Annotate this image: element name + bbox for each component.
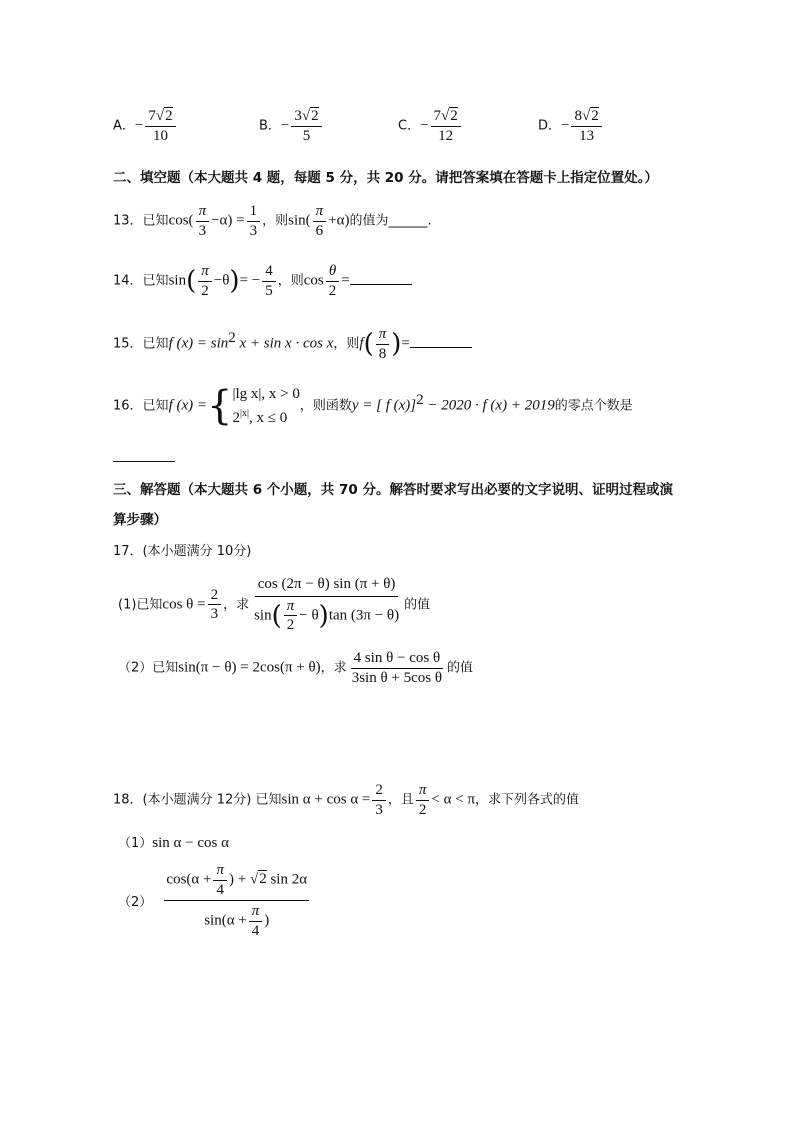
option-d: D．− $\frac{8√2}{13}$ bbox=[538, 108, 604, 144]
option-d-fraction: $\frac{8√2}{13}$ bbox=[571, 108, 601, 144]
q18-2-fraction: cos(α + $\frac{\pi}{4}$ ) + √2 sin 2α sin(α + $\frac{\pi}{4}$ ) bbox=[166, 862, 308, 939]
q14-answer-blank bbox=[350, 284, 412, 285]
question-17-part-2: （2）已知sin(π − θ) = 2cos(π + θ)，求 $\frac{\text{4 sin θ − cos θ}}{\text{3sin θ + 5cos θ}}$ 的值 bbox=[118, 650, 474, 686]
option-c: C．− $\frac{7√2}{12}$ bbox=[398, 108, 463, 144]
q17-1-main-fraction: cos (2π − θ) sin (π + θ) sin( $\frac{\pi}{2}$ − θ)tan (3π − θ) bbox=[254, 576, 400, 633]
q17-2-fraction: $\frac{\text{4 sin θ − cos θ}}{\text{3sin θ + 5cos θ}}$ bbox=[351, 650, 443, 686]
q15-answer-blank bbox=[410, 347, 472, 348]
q16-answer-blank bbox=[113, 447, 175, 462]
question-13: 13．已知cos( $\frac{\pi}{3}$ −α) = $\frac{1}{3}$ ，则sin( $\frac{\pi}{6}$ +α)的值为______. bbox=[113, 203, 432, 239]
question-17-title: 17．(本小题满分 10分) bbox=[113, 544, 252, 559]
option-c-fraction: $\frac{7√2}{12}$ bbox=[431, 108, 461, 144]
option-b-fraction: $\frac{3√2}{5}$ bbox=[291, 108, 321, 144]
option-b: B．− $\frac{3√2}{5}$ bbox=[259, 108, 324, 144]
option-a: A．− $\frac{7√2}{10}$ bbox=[113, 108, 178, 144]
question-18-part-1: （1）sin α − cos α bbox=[118, 835, 229, 851]
question-14: 14．已知sin( $\frac{\pi}{2}$ −θ)= − $\frac{4}{5}$ ，则cos $\frac{\theta}{2}$ = bbox=[113, 263, 412, 299]
q15-number: 15． bbox=[113, 336, 143, 352]
q13-number: 13． bbox=[113, 213, 143, 229]
option-c-label: C． bbox=[398, 118, 421, 134]
question-15: 15．已知f $(x) = \sin^2 x + \sin x \cdot \cos x$，则f( $\frac{\pi}{8}$ )= bbox=[113, 326, 472, 362]
section-3-header-line-2: 算步骤） bbox=[113, 512, 167, 528]
option-b-label: B． bbox=[259, 118, 281, 134]
option-a-label: A． bbox=[113, 118, 135, 134]
q16-piecewise: |lg x|, x > 0 $2^{|x|}$, x ≤ 0 bbox=[232, 386, 300, 426]
option-d-label: D． bbox=[538, 118, 562, 134]
question-18-part-2: （2） cos(α + $\frac{\pi}{4}$ ) + √2 sin 2α sin(α + $\frac{\pi}{4}$ ) bbox=[118, 862, 308, 939]
question-16: 16．已知f (x) ={ |lg x|, x > 0 $2^{|x|}$, x ≤ 0 ，则函数y = [ f (x)]$^2$ − 2020 · f (x) + 2019的零点个数是 bbox=[113, 383, 633, 429]
section-3-header-line-1: 三、解答题（本大题共 6 个小题，共 70 分。解答时要求写出必要的文字说明、证明过程或演 bbox=[113, 482, 673, 498]
q16-number: 16． bbox=[113, 398, 143, 414]
section-2-header: 二、填空题（本大题共 4 题，每题 5 分，共 20 分。请把答案填在答题卡上指定位置处。） bbox=[113, 170, 659, 186]
option-a-fraction: $\frac{7√2}{10}$ bbox=[145, 108, 175, 144]
question-18: 18．(本小题满分 12分) 已知sin α + cos α = $\frac{2}{3}$ ，且 $\frac{\pi}{2}$ < α < π，求下列各式的值 bbox=[113, 782, 580, 818]
q14-number: 14． bbox=[113, 273, 143, 289]
question-17-part-1: (1)已知cos θ = $\frac{2}{3}$ ，求 cos (2π − θ) sin (π + θ) sin( $\frac{\pi}{2}$ − θ)tan (3π − θ) 的值 bbox=[118, 576, 431, 633]
